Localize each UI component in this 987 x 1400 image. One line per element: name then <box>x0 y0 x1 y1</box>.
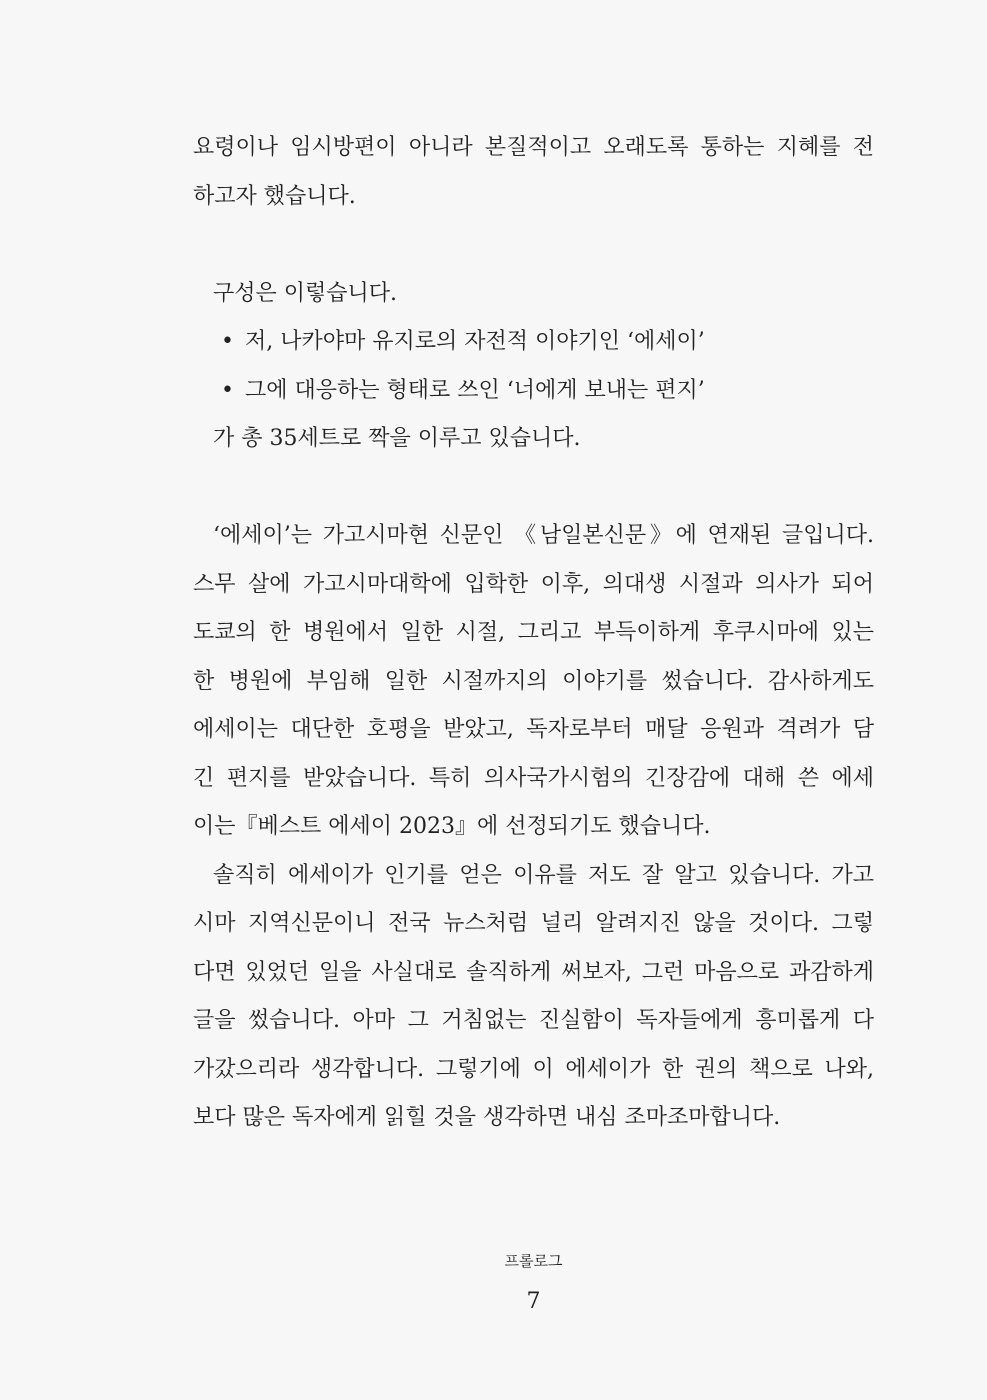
bullet-item-text: 그에 대응하는 형태로 쓰인 ‘너에게 보내는 편지’ <box>245 377 705 403</box>
text-line: 에세이는 대단한 호평을 받았고, 독자로부터 매달 응원과 격려가 담 <box>193 717 874 742</box>
text-line: 한 병원에 부임해 일한 시절까지의 이야기를 썼습니다. 감사하게도 <box>193 668 874 694</box>
text-line: ‘에세이’는 가고시마현 신문인 《남일본신문》에 연재된 글입니다. <box>213 523 874 548</box>
paragraph-gap <box>193 464 874 513</box>
text-line: 요령이나 임시방편이 아니라 본질적이고 오래도록 통하는 지혜를 전 <box>193 135 874 160</box>
text-line: 시마 지역신문이니 전국 뉴스처럼 널리 알려지진 않을 것이다. 그렇 <box>193 911 874 936</box>
page-number: 7 <box>526 1289 541 1314</box>
text-line: 하고자 했습니다. <box>193 183 356 209</box>
text-line: 솔직히 에세이가 인기를 얻은 이유를 저도 잘 알고 있습니다. 가고 <box>213 862 874 888</box>
bullet-list-item <box>193 367 874 416</box>
bullet-icon <box>221 367 234 416</box>
structure-lead: 구성은 이렇습니다. <box>213 280 398 306</box>
bullet-item-text: 저, 나카야마 유지로의 자전적 이야기인 ‘에세이’ <box>245 329 705 354</box>
text-line: 글을 썼습니다. 아마 그 거침없는 진실함이 독자들에게 흥미롭게 다 <box>193 1008 874 1033</box>
text-line: 보다 많은 독자에게 읽힐 것을 생각하면 내심 조마조마합니다. <box>193 1105 781 1130</box>
text-line: 긴 편지를 받았습니다. 특히 의사국가시험의 긴장감에 대해 쓴 에세 <box>193 765 874 791</box>
text-line: 도쿄의 한 병원에서 일한 시절, 그리고 부득이하게 후쿠시마에 있는 <box>193 620 874 645</box>
running-footer-title: 프롤로그 <box>504 1252 563 1270</box>
bullet-icon <box>221 318 234 367</box>
bullet-list-item <box>193 318 874 367</box>
text-line: 가갔으리라 생각합니다. 그렇기에 이 에세이가 한 권의 책으로 나와, <box>193 1056 874 1082</box>
text-line: 스무 살에 가고시마대학에 입학한 이후, 의대생 시절과 의사가 되어 <box>193 571 874 597</box>
structure-tail: 가 총 35세트로 짝을 이루고 있습니다. <box>213 426 581 451</box>
paragraph-gap <box>193 221 874 270</box>
text-line: 이는『베스트 에세이 2023』에 선정되기도 했습니다. <box>193 814 711 839</box>
body-text <box>193 124 874 1143</box>
text-line: 다면 있었던 일을 사실대로 솔직하게 써보자, 그런 마음으로 과감하게 <box>193 959 874 985</box>
